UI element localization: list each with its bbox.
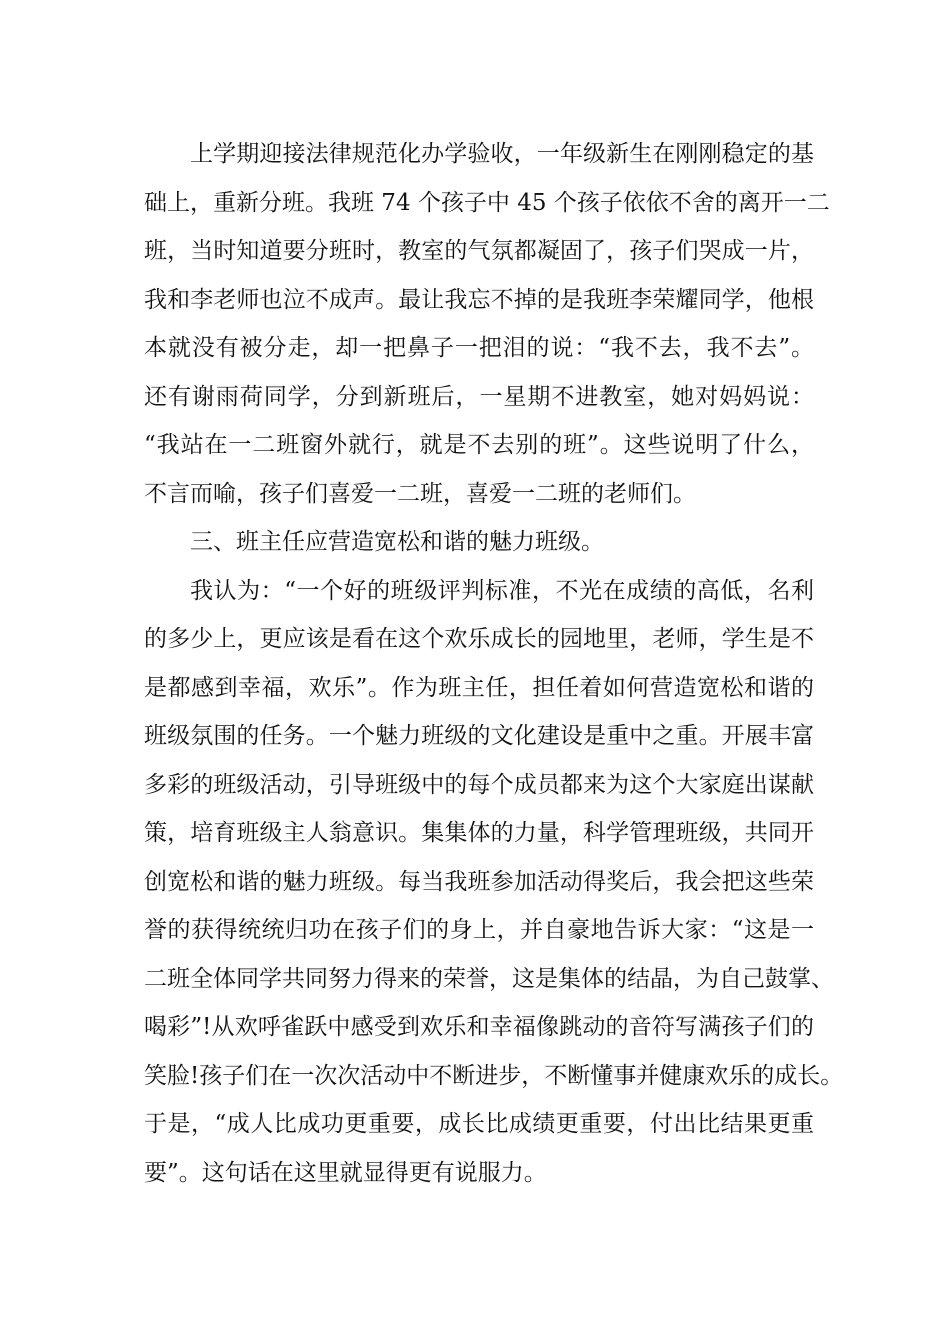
text-line: 于是，“成人比成功更重要，成长比成绩更重要，付出比结果更重 (144, 1111, 814, 1137)
text-line: 还有谢雨荷同学，分到新班后，一星期不进教室，她对妈妈说： (144, 383, 814, 410)
text-line: 是都感到幸福，欢乐”。作为班主任，担任着如何营造宽松和谐的 (144, 674, 814, 701)
text-line: 础上，重新分班。我班 74 个孩子中 45 个孩子依依不舍的离开一二 (144, 189, 830, 216)
text-line: 喝彩”!从欢呼雀跃中感受到欢乐和幸福像跳动的音符写满孩子们的 (144, 1014, 814, 1040)
text-line: 我和李老师也泣不成声。最让我忘不掉的是我班李荣耀同学，他根 (144, 286, 814, 313)
text-line: 二班全体同学共同努力得来的荣誉，这是集体的结晶，为自己鼓掌、 (144, 965, 834, 992)
text-line: 班级氛围的任务。一个魅力班级的文化建设是重中之重。开展丰富 (144, 723, 814, 749)
text-line: 不言而喻，孩子们喜爱一二班，喜爱一二班的老师们。 (144, 480, 696, 507)
text-line: 誉的获得统统归功在孩子们的身上，并自豪地告诉大家：“这是一 (144, 917, 814, 943)
text-line: 策，培育班级主人翁意识。集集体的力量，科学管理班级，共同开 (144, 820, 814, 846)
text-line: 笑脸!孩子们在一次次活动中不断进步，不断懂事并健康欢乐的成长。 (144, 1062, 844, 1089)
text-line: 班，当时知道要分班时，教室的气氛都凝固了，孩子们哭成一片， (144, 238, 814, 264)
text-line: 多彩的班级活动，引导班级中的每个成员都来为这个大家庭出谋献 (144, 771, 814, 798)
text-line: “我站在一二班窗外就行，就是不去别的班”。这些说明了什么， (144, 432, 814, 458)
document-body (144, 130, 844, 1197)
text-line: 的多少上，更应该是看在这个欢乐成长的园地里，老师，学生是不 (144, 626, 814, 652)
text-line: 上学期迎接法律规范化办学验收，一年级新生在刚刚稳定的基 (190, 141, 814, 167)
text-line: 三、班主任应营造宽松和谐的魅力班级。 (190, 529, 604, 555)
text-line: 创宽松和谐的魅力班级。每当我班参加活动得奖后，我会把这些荣 (144, 868, 814, 895)
text-line: 本就没有被分走，却一把鼻子一把泪的说：“我不去，我不去”。 (144, 335, 814, 361)
text-line: 我认为：“一个好的班级评判标准，不光在成绩的高低，名利 (190, 577, 814, 604)
text-line: 要”。这句话在这里就显得更有说服力。 (144, 1159, 547, 1186)
